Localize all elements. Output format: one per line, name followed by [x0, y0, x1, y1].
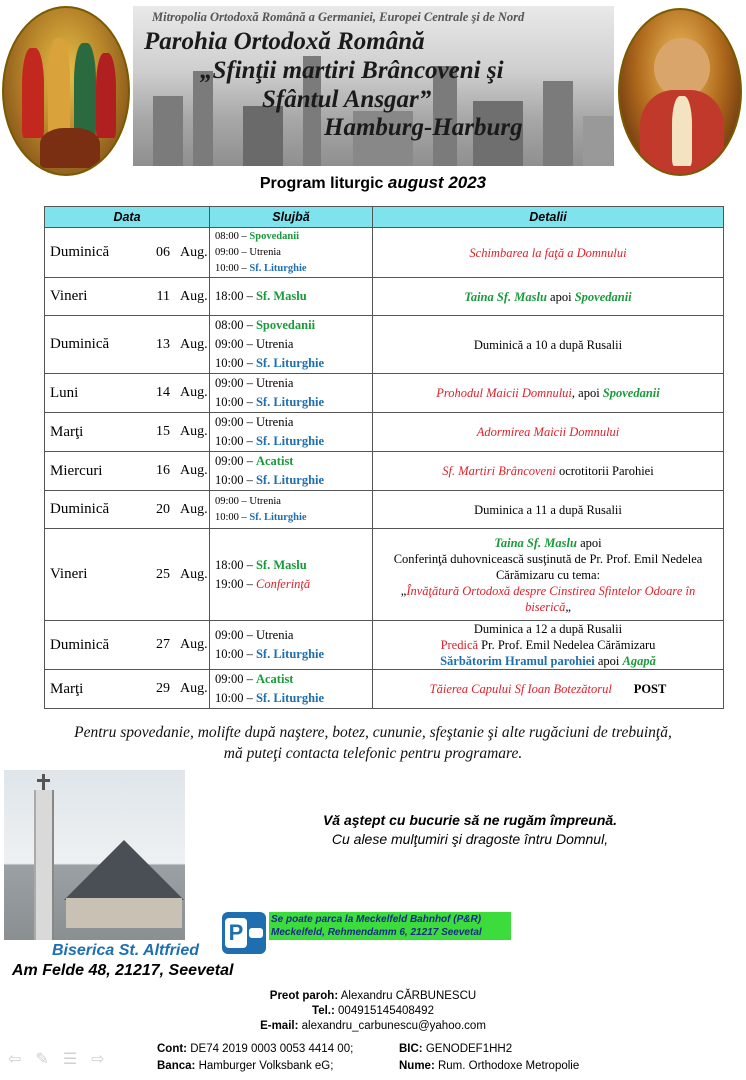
- date-cell: [45, 670, 210, 709]
- date-cell: [45, 413, 210, 452]
- details-cell: [373, 316, 724, 374]
- service-name: Spovedanii: [255, 318, 316, 332]
- table-row: [45, 228, 724, 278]
- month-abbr: Aug.: [180, 385, 208, 400]
- details-text: , apoi: [571, 386, 603, 400]
- date-cell: [45, 278, 210, 316]
- month-abbr: Aug.: [180, 463, 208, 478]
- month-abbr: Aug.: [180, 424, 208, 439]
- service-time: 10:00 –: [215, 434, 256, 448]
- program-title-prefix: Program liturgic: [259, 175, 384, 192]
- service-time: 10:00 –: [215, 356, 256, 370]
- details-line: [377, 245, 719, 261]
- arrow-right-icon[interactable]: ⇨: [91, 1051, 105, 1068]
- service-line: [215, 261, 372, 277]
- bank-bic: [399, 1043, 512, 1055]
- service-line: [215, 413, 372, 432]
- service-name: Acatist: [255, 672, 294, 686]
- day-name: Luni: [50, 384, 79, 401]
- details-line: [377, 385, 719, 401]
- service-line: [215, 287, 372, 306]
- details-text: Taina Sf. Maslu: [494, 535, 577, 550]
- details-cell: [373, 228, 724, 278]
- service-line: [215, 354, 372, 373]
- service-line: [215, 452, 372, 471]
- tel-label: Tel.:: [312, 1005, 335, 1017]
- month-abbr: Aug.: [180, 288, 208, 304]
- details-cell: [373, 529, 724, 621]
- month-abbr: Aug.: [180, 681, 208, 696]
- banca-value: Hamburger Volksbank eG;: [198, 1060, 334, 1072]
- details-text: Sf. Martiri Brâncoveni: [442, 464, 556, 478]
- details-cell: [373, 491, 724, 529]
- welcome-line2: Cu alese mulţumiri şi dragoste întru Domnul,: [331, 831, 609, 847]
- priest-label: Preot paroh:: [269, 990, 339, 1002]
- program-month: august 2023: [387, 173, 487, 192]
- day-number: 20: [156, 501, 170, 517]
- service-name: Utrenia: [249, 495, 281, 507]
- service-time: 09:00 –: [215, 376, 256, 390]
- day-number: 11: [156, 288, 170, 304]
- cont-label: Cont:: [157, 1043, 188, 1055]
- details-text: Conferinţă duhovnicească susţinută de Pr. Prof. Emil Nedelea Cărămizaru cu tema:: [393, 551, 706, 582]
- service-line: [215, 510, 372, 526]
- service-name: Sf. Maslu: [255, 289, 307, 303]
- service-line: [215, 432, 372, 451]
- service-cell: [210, 670, 373, 709]
- day-name: Marţi: [50, 680, 84, 697]
- service-line: [215, 393, 372, 412]
- details-text: ocrotitorii Parohiei: [555, 464, 654, 478]
- details-line: [377, 621, 719, 637]
- details-text: Duminica a 12 a după Rusalii: [473, 622, 623, 636]
- liturgical-schedule-table: [44, 206, 724, 709]
- month-abbr: Aug.: [180, 244, 208, 260]
- tel-value: 004915145408492: [338, 1005, 434, 1017]
- service-line: [215, 670, 372, 689]
- details-text: [612, 682, 634, 696]
- service-line: [215, 556, 372, 575]
- service-time: 09:00 –: [215, 672, 256, 686]
- church-name: Biserica St. Altfried: [52, 942, 200, 959]
- day-name: Duminică: [50, 636, 110, 653]
- service-time: 09:00 –: [215, 246, 250, 258]
- details-text: apoi: [546, 289, 575, 304]
- metropolia-heading: Mitropolia Ortodoxă Română a Germaniei, Europei Centrale şi de Nord: [152, 10, 525, 24]
- table-header-row: [45, 207, 724, 228]
- service-line: [215, 229, 372, 245]
- month-abbr: Aug.: [180, 501, 208, 517]
- details-line: [377, 424, 719, 440]
- date-cell: [45, 374, 210, 413]
- service-cell: [210, 316, 373, 374]
- parish-title-line2: „Sfinţii martiri Brâncoveni şi: [200, 57, 504, 84]
- welcome-message: [250, 811, 690, 849]
- details-line: [377, 653, 719, 669]
- day-name: Duminică: [50, 244, 110, 260]
- cont-value: DE74 2019 0003 0053 4414 00;: [190, 1043, 354, 1055]
- church-photo: [4, 770, 185, 940]
- details-line: [377, 463, 719, 479]
- parking-icon: [222, 912, 266, 954]
- details-cell: [373, 670, 724, 709]
- service-name: Conferinţă: [255, 576, 311, 591]
- service-name: Sf. Liturghie: [249, 262, 307, 274]
- welcome-line1: Vă aştept cu bucurie să ne rugăm împreună.: [322, 812, 618, 828]
- service-name: Utrenia: [255, 628, 294, 642]
- date-cell: [45, 228, 210, 278]
- service-time: 09:00 –: [215, 415, 256, 429]
- service-cell: [210, 452, 373, 491]
- day-number: 25: [156, 566, 170, 582]
- details-cell: [373, 452, 724, 491]
- bank-account: [157, 1043, 353, 1055]
- service-name: Utrenia: [249, 246, 281, 258]
- details-text: Schimbarea la faţă a Domnului: [469, 245, 627, 260]
- details-text: Tăierea Capului Sf Ioan Botezătorul: [429, 682, 612, 696]
- parking-p-glyph: P: [225, 918, 247, 948]
- church-wall: [66, 898, 182, 928]
- day-number: 27: [156, 637, 170, 652]
- day-name: Vineri: [50, 566, 88, 582]
- details-cell: [373, 278, 724, 316]
- service-name: Sf. Liturghie: [255, 691, 325, 705]
- details-line: [377, 535, 719, 551]
- service-name: Sf. Liturghie: [255, 395, 325, 409]
- service-time: 08:00 –: [215, 318, 256, 332]
- details-text: Prohodul Maicii Domnului: [436, 386, 572, 400]
- email-value[interactable]: alexandru_carbunescu@yahoo.com: [301, 1020, 486, 1032]
- parish-title-line3: Sfântul Ansgar”: [262, 86, 432, 113]
- day-name: Miercuri: [50, 462, 103, 479]
- service-time: 19:00 –: [215, 576, 256, 591]
- service-name: Spovedanii: [249, 230, 300, 242]
- tel-line: [0, 1005, 746, 1017]
- table-row: [45, 491, 724, 529]
- menu-icon[interactable]: ☰: [62, 1051, 78, 1068]
- details-text: Taina Sf. Maslu: [464, 289, 547, 304]
- date-cell: [45, 452, 210, 491]
- table-body: [45, 228, 724, 709]
- details-text: Pr. Prof. Emil Nedelea Cărămizaru: [478, 638, 656, 652]
- service-name: Sf. Liturghie: [255, 473, 325, 487]
- viewer-nav: [8, 1049, 105, 1069]
- column-header-service: Slujbă: [210, 207, 373, 228]
- details-cell: [373, 413, 724, 452]
- arrow-left-icon[interactable]: ⇦: [8, 1051, 22, 1068]
- icon-saint-ansgar: [618, 8, 742, 176]
- details-line: [377, 583, 719, 615]
- parking-line2: Meckelfeld, Rehmendamm 6, 21217 Seevetal: [271, 927, 482, 938]
- details-line: [377, 337, 719, 353]
- service-time: 10:00 –: [215, 473, 256, 487]
- church-roof: [64, 840, 184, 900]
- email-line: [0, 1020, 746, 1032]
- details-text: Adormirea Maicii Domnului: [476, 425, 620, 439]
- table-row: [45, 316, 724, 374]
- service-line: [215, 689, 372, 708]
- service-time: 10:00 –: [215, 262, 250, 274]
- service-time: 09:00 –: [215, 454, 256, 468]
- bic-value: GENODEF1HH2: [425, 1043, 513, 1055]
- bank-name: [157, 1060, 333, 1072]
- bic-label: BIC:: [399, 1043, 423, 1055]
- table-row: [45, 670, 724, 709]
- service-cell: [210, 278, 373, 316]
- service-name: Utrenia: [255, 376, 294, 390]
- service-name: Sf. Liturghie: [255, 356, 325, 370]
- details-text: Predică: [440, 638, 479, 652]
- date-cell: [45, 621, 210, 670]
- date-cell: [45, 529, 210, 621]
- day-number: 15: [156, 424, 170, 439]
- date-cell: [45, 316, 210, 374]
- service-time: 08:00 –: [215, 230, 250, 242]
- day-number: 06: [156, 244, 170, 260]
- service-cell: [210, 374, 373, 413]
- details-text: „: [565, 599, 571, 614]
- table-row: [45, 452, 724, 491]
- service-cell: [210, 529, 373, 621]
- service-line: [215, 316, 372, 335]
- church-address: Am Felde 48, 21217, Seevetal: [12, 962, 234, 979]
- service-line: [215, 494, 372, 510]
- service-line: [215, 575, 372, 594]
- service-time: 10:00 –: [215, 511, 250, 523]
- table-row: [45, 529, 724, 621]
- month-abbr: Aug.: [180, 336, 208, 352]
- email-label: E-mail:: [260, 1020, 299, 1032]
- cross-icon-bar: [37, 779, 50, 782]
- details-line: [377, 551, 719, 583]
- parish-title-line1: Parohia Ortodoxă Română: [144, 28, 425, 55]
- table-row: [45, 374, 724, 413]
- details-text: apoi: [576, 535, 602, 550]
- bank-holder: [399, 1060, 579, 1072]
- service-time: 09:00 –: [215, 495, 250, 507]
- month-abbr: Aug.: [180, 566, 208, 582]
- details-cell: [373, 374, 724, 413]
- details-cell: [373, 621, 724, 670]
- day-number: 16: [156, 463, 170, 478]
- details-text: Învăţătură Ortodoxă despre Cinstirea Sfintelor Odoare în biserică: [406, 583, 699, 614]
- service-name: Utrenia: [255, 415, 294, 429]
- details-text: Sărbătorim Hramul parohiei: [440, 654, 595, 668]
- table-row: [45, 413, 724, 452]
- car-icon: [249, 928, 263, 938]
- pen-icon[interactable]: ✎: [35, 1051, 49, 1068]
- contact-note-line2: mă puteţi contacta telefonic pentru programare.: [223, 745, 523, 762]
- service-time: 10:00 –: [215, 691, 256, 705]
- icon-brancoveni-saints: [2, 6, 130, 176]
- contact-note-line1: Pentru spovedanie, molifte după naştere, botez, cununie, sfeştanie şi alte rugăciuni de trebuinţă,: [74, 724, 672, 741]
- service-line: [215, 245, 372, 261]
- details-text: apoi: [594, 654, 623, 668]
- banca-label: Banca:: [157, 1060, 196, 1072]
- service-time: 18:00 –: [215, 557, 256, 572]
- service-time: 10:00 –: [215, 395, 256, 409]
- service-line: [215, 626, 372, 645]
- service-name: Sf. Liturghie: [255, 434, 325, 448]
- details-line: [377, 681, 719, 697]
- details-text: Agapă: [622, 654, 656, 668]
- service-cell: [210, 491, 373, 529]
- date-cell: [45, 491, 210, 529]
- details-text: „: [400, 583, 407, 598]
- nume-value: Rum. Orthodoxe Metropolie: [437, 1060, 580, 1072]
- details-text: Duminica a 11 a după Rusalii: [474, 502, 622, 517]
- details-text: Spovedanii: [602, 386, 660, 400]
- details-line: [377, 502, 719, 518]
- service-name: Sf. Liturghie: [255, 647, 325, 661]
- nume-label: Nume:: [399, 1060, 435, 1072]
- service-name: Sf. Maslu: [255, 557, 307, 572]
- priest-name: Alexandru CĂRBUNESCU: [340, 990, 477, 1002]
- service-name: Acatist: [255, 454, 294, 468]
- table-row: [45, 278, 724, 316]
- table-row: [45, 621, 724, 670]
- details-line: [377, 637, 719, 653]
- parish-title-line4: Hamburg-Harburg: [324, 114, 523, 141]
- service-line: [215, 335, 372, 354]
- month-abbr: Aug.: [180, 637, 208, 652]
- day-number: 14: [156, 385, 170, 400]
- service-line: [215, 374, 372, 393]
- day-name: Marţi: [50, 423, 84, 440]
- service-line: [215, 645, 372, 664]
- service-line: [215, 471, 372, 490]
- parking-info: [269, 912, 511, 940]
- day-number: 13: [156, 336, 170, 352]
- details-text: Spovedanii: [574, 289, 632, 304]
- day-name: Duminică: [50, 501, 110, 517]
- program-title: [0, 173, 746, 193]
- church-tower: [34, 790, 54, 940]
- column-header-date: Data: [45, 207, 210, 228]
- details-line: [377, 289, 719, 305]
- service-time: 10:00 –: [215, 647, 256, 661]
- details-text: Duminică a 10 a după Rusalii: [473, 337, 623, 352]
- column-header-details: Detalii: [373, 207, 724, 228]
- service-time: 09:00 –: [215, 628, 256, 642]
- service-time: 09:00 –: [215, 337, 256, 351]
- details-text: POST: [633, 682, 667, 696]
- parking-line1: Se poate parca la Meckelfeld Bahnhof (P&R): [271, 914, 482, 925]
- service-cell: [210, 413, 373, 452]
- priest-line: [0, 990, 746, 1002]
- service-name: Sf. Liturghie: [249, 511, 307, 523]
- contact-note: [0, 722, 746, 764]
- service-cell: [210, 228, 373, 278]
- service-name: Utrenia: [255, 337, 294, 351]
- service-time: 18:00 –: [215, 289, 256, 303]
- day-name: Vineri: [50, 288, 88, 304]
- service-cell: [210, 621, 373, 670]
- day-number: 29: [156, 681, 170, 696]
- day-name: Duminică: [50, 336, 110, 352]
